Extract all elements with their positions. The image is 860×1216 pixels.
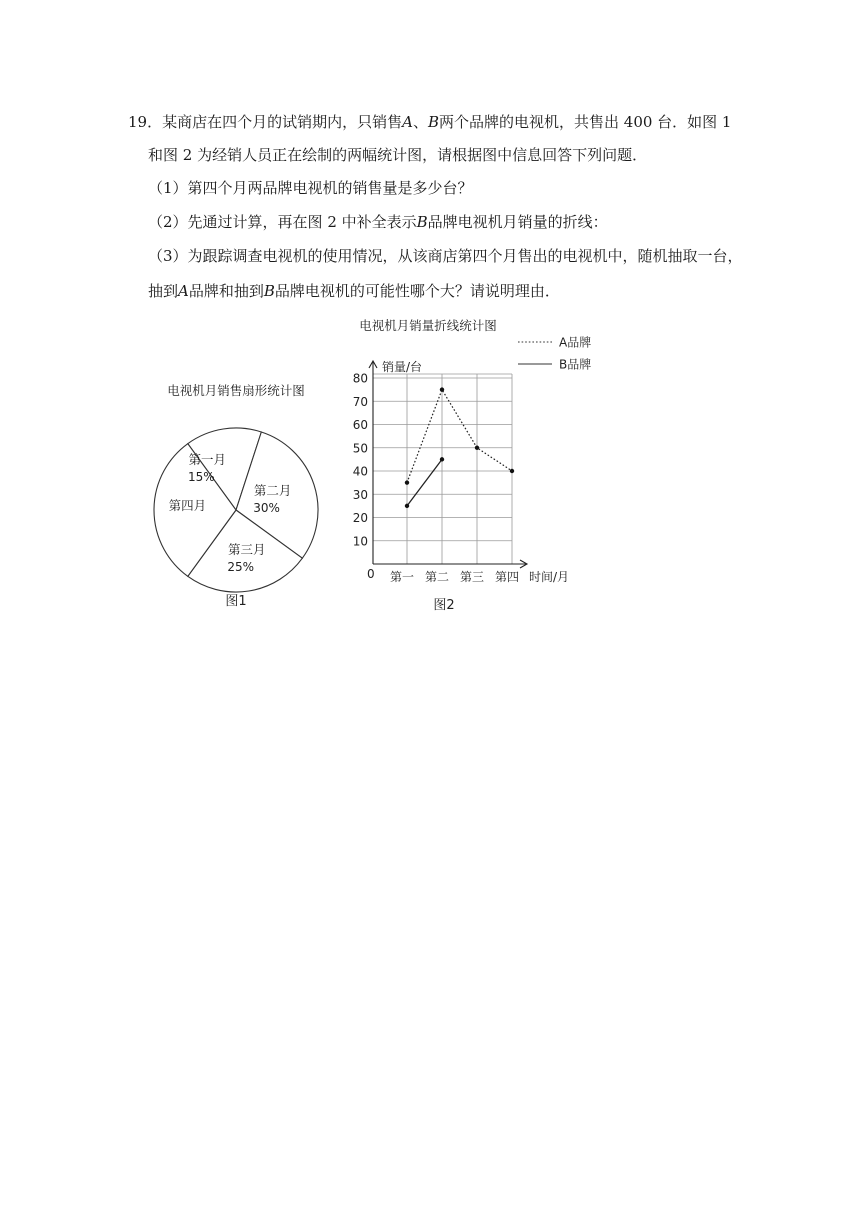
- pie-slice-label-1: 第一月: [188, 451, 227, 467]
- pie-caption: 图1: [225, 594, 247, 609]
- series-b-point-1: [405, 504, 409, 508]
- y-tick-label-80: 80: [352, 371, 368, 386]
- pie-slice-label-2: 第二月: [253, 482, 292, 498]
- y-tick-label-70: 70: [352, 394, 368, 409]
- y-tick-label-50: 50: [352, 441, 368, 456]
- problem-number: 19．: [128, 113, 163, 131]
- question-1: （1）第四个月两品牌电视机的销售量是多少台？: [148, 179, 473, 197]
- pie-slice-label-3: 第三月: [227, 542, 266, 558]
- x-tick-label-4: 第四: [494, 570, 520, 584]
- x-tick-label-1: 第一: [389, 570, 415, 584]
- y-tick-label-10: 10: [352, 534, 368, 549]
- y-tick-label-30: 30: [352, 487, 368, 502]
- pie-title: 电视机月销售扇形统计图: [167, 383, 305, 398]
- pie-slice-value-3: 25%: [227, 560, 255, 575]
- question-3: （3）为跟踪调查电视机的使用情况，从该商店第四个月售出的电视机中，随机抽取一台，: [148, 247, 743, 265]
- question-2: （2）先通过计算，再在图 2 中补全表示B品牌电视机月销量的折线：: [148, 213, 608, 231]
- series-a-point-2: [440, 387, 444, 391]
- legend-label-a: A品牌: [559, 335, 592, 350]
- y-tick-label-40: 40: [352, 464, 368, 479]
- line-caption: 图2: [433, 598, 455, 613]
- x-tick-label-3: 第三: [459, 570, 485, 584]
- pie-chart: [148, 378, 328, 610]
- series-b-point-2: [440, 457, 444, 461]
- series-a-point-3: [475, 446, 479, 450]
- pie-slice-value-2: 30%: [253, 500, 280, 515]
- question-3-continued: 抽到A品牌和抽到B品牌电视机的可能性哪个大？请说明理由．: [148, 282, 560, 300]
- grid: [373, 374, 512, 564]
- pie-slice-value-1: 15%: [187, 469, 215, 484]
- problem-line-2: 和图 2 为经销人员正在绘制的两幅统计图，请根据图中信息回答下列问题．: [148, 146, 648, 164]
- origin-label: 0: [367, 567, 375, 581]
- x-axis-label: 时间/月: [529, 570, 570, 584]
- x-tick-label-2: 第二: [424, 570, 450, 584]
- line-chart: [340, 318, 604, 614]
- series-line-b: [407, 459, 442, 506]
- legend-label-b: B品牌: [559, 357, 592, 372]
- y-axis-label: 销量/台: [382, 360, 423, 374]
- legend: [518, 335, 591, 372]
- y-tick-label-20: 20: [352, 511, 368, 525]
- series-line-a: [407, 390, 512, 483]
- series-a-point-1: [405, 480, 409, 484]
- problem-line-1: 19．某商店在四个月的试销期内，只销售A、B两个品牌的电视机，共售出 400 台．如图 1: [128, 113, 732, 131]
- y-tick-label-60: 60: [352, 418, 368, 432]
- pie-slice-label-4: 第四月: [168, 498, 207, 513]
- line-title: 电视机月销量折线统计图: [359, 318, 497, 333]
- series-a-point-4: [510, 469, 514, 473]
